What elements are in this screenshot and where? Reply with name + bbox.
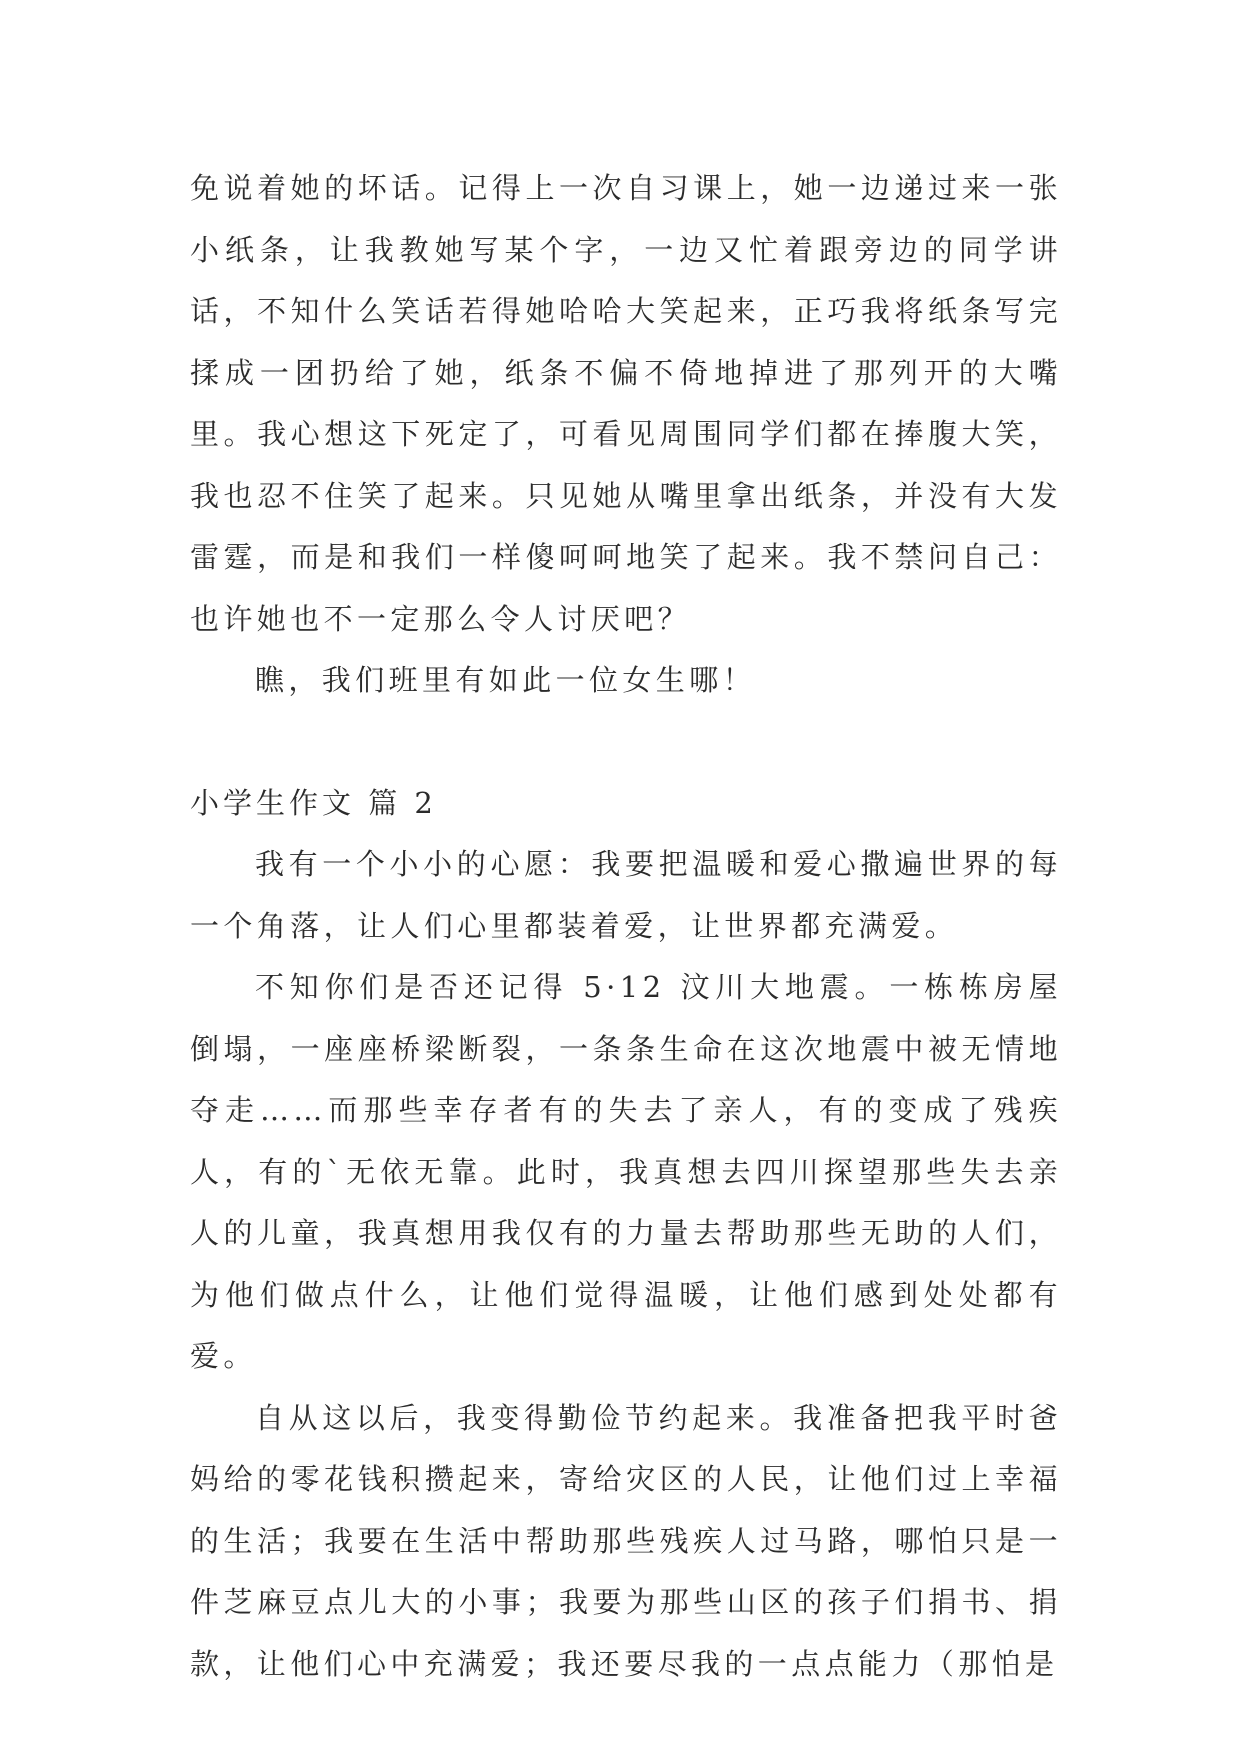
document-body — [190, 158, 1062, 1695]
paragraph-earthquake: 不知你们是否还记得 5·12 汶川大地震。一栋栋房屋倒塌，一座座桥梁断裂，一条条生命在这次地震中被无情地夺走……而那些幸存者有的失去了亲人，有的变成了残疾人，有的`无依无靠。此时，我真想去四川探望那些失去亲人的儿童，我真想用我仅有的力量去帮助那些无助的人们，为他们做点什么，让他们觉得温暖，让他们感到处处都有爱。 — [190, 970, 1062, 1373]
paragraph-wish: 我有一个小小的心愿：我要把温暖和爱心撒遍世界的每一个角落，让人们心里都装着爱，让世界都充满爱。 — [190, 847, 1062, 943]
paragraph-closing: 瞧，我们班里有如此一位女生哪！ — [255, 663, 757, 697]
section-spacer — [190, 712, 1062, 773]
paragraph-continued: 免说着她的坏话。记得上一次自习课上，她一边递过来一张小纸条，让我教她写某个字，一边又忙着跟旁边的同学讲话，不知什么笑话若得她哈哈大笑起来，正巧我将纸条写完揉成一团扔给了她，纸条不偏不倚地掉进了那列开的大嘴里。我心想这下死定了，可看见周围同学们都在捧腹大笑，我也忍不住笑了起来。只见她从嘴里拿出纸条，并没有大发雷霆，而是和我们一样傻呵呵地笑了起来。我不禁问自己：也许她也不一定那么令人讨厌吧？ — [190, 171, 1062, 636]
paragraph-actions: 自从这以后，我变得勤俭节约起来。我准备把我平时爸妈给的零花钱积攒起来，寄给灾区的人民，让他们过上幸福的生活；我要在生活中帮助那些残疾人过马路，哪怕只是一件芝麻豆点儿大的小事；我要为那些山区的孩子们捐书、捐款，让他们心中充满爱；我还要尽我的一点点能力（那怕是 — [190, 1400, 1062, 1681]
section-heading: 小学生作文 篇 2 — [190, 785, 437, 820]
